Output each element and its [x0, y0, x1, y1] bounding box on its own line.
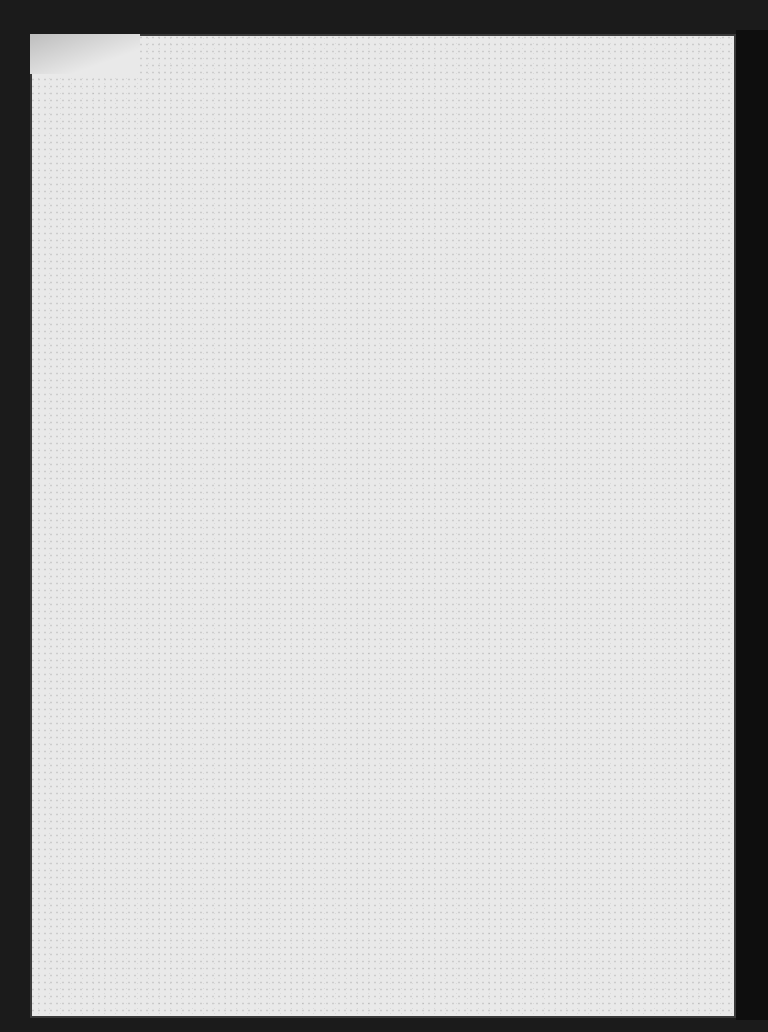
document-page — [30, 34, 736, 1018]
page-corner-fold — [30, 34, 140, 74]
book-spine — [736, 30, 768, 1020]
